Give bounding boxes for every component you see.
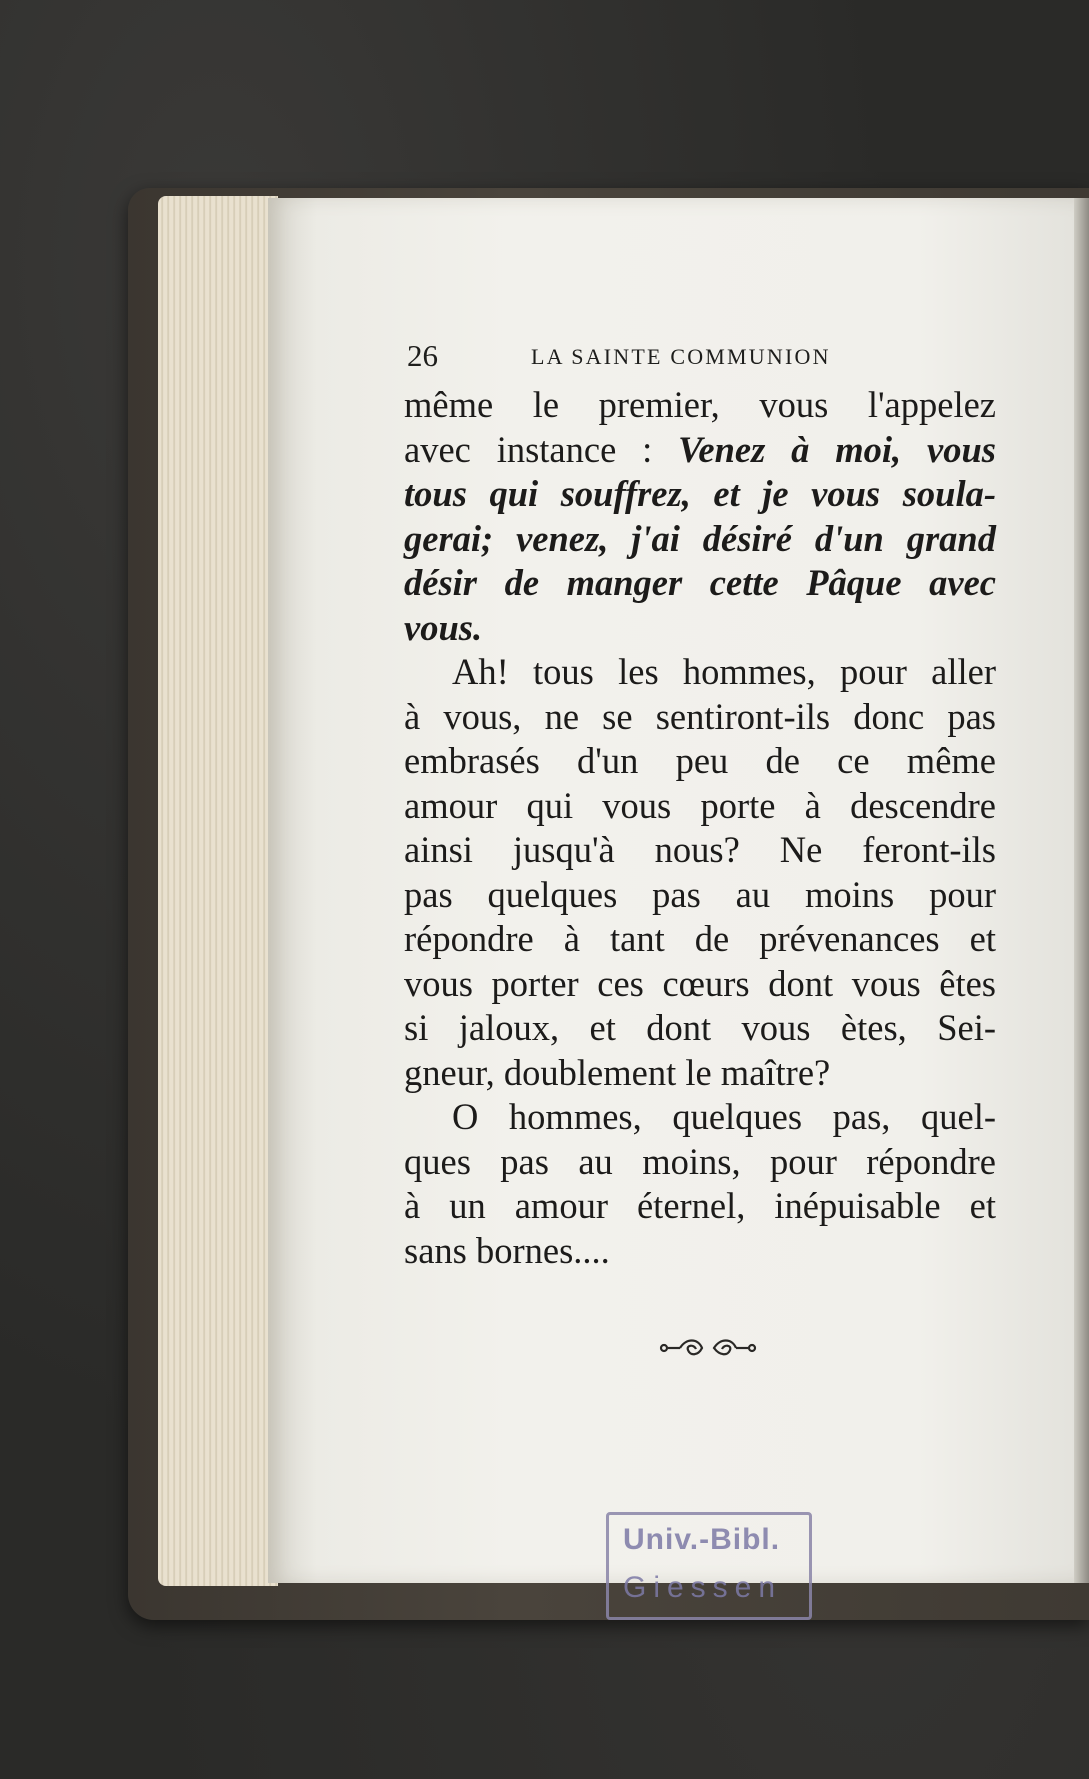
text-line: à vous, ne se sentiront-ils donc pas [404,695,996,737]
stamp-line-1: Univ.-Bibl. [623,1523,781,1556]
text-line-italic: Venez à moi, vous [678,428,996,470]
text-line: gneur, doublement le maître? [404,1051,831,1093]
ornament-flourish [658,1336,758,1360]
text-line: Ah! tous les hommes, pour aller [452,651,996,692]
body-text [404,383,996,1273]
text-line: pas quelques pas au moins pour [404,873,996,915]
stamp-line-2: Giessen [623,1571,783,1604]
page-header [407,338,887,378]
text-line [404,428,996,473]
text-line: tous qui souffrez, et je vous soula- [404,473,996,514]
text-line: vous. [404,606,483,648]
text-line: sans bornes.... [404,1229,610,1271]
text-line: même le premier, vous l'appelez [404,384,996,425]
text-line: vous porter ces cœurs dont vous êtes [404,962,996,1004]
text-line: amour qui vous porte à descendre [404,784,996,826]
text-line: gerai; venez, j'ai désiré d'un grand [404,517,996,559]
text-line: ques pas au moins, pour répondre [404,1140,996,1182]
page-gutter [1074,198,1089,1583]
text-line: répondre à tant de prévenances et [404,918,996,959]
text-line-roman: avec instance : [404,428,679,470]
text-line: si jaloux, et dont vous ètes, Sei- [404,1007,996,1048]
running-title: LA SAINTE COMMUNION [531,344,831,369]
text-line: ainsi jusqu'à nous? Ne feront-ils [404,829,996,870]
text-line: à un amour éternel, inépuisable et [404,1185,996,1226]
page-edges [158,196,278,1586]
text-line: désir de manger cette Pâque avec [404,562,996,603]
text-line: O hommes, quelques pas, quel- [452,1096,996,1137]
library-stamp [606,1512,812,1620]
page-number: 26 [407,338,438,373]
text-line: embrasés d'un peu de ce même [404,740,996,781]
